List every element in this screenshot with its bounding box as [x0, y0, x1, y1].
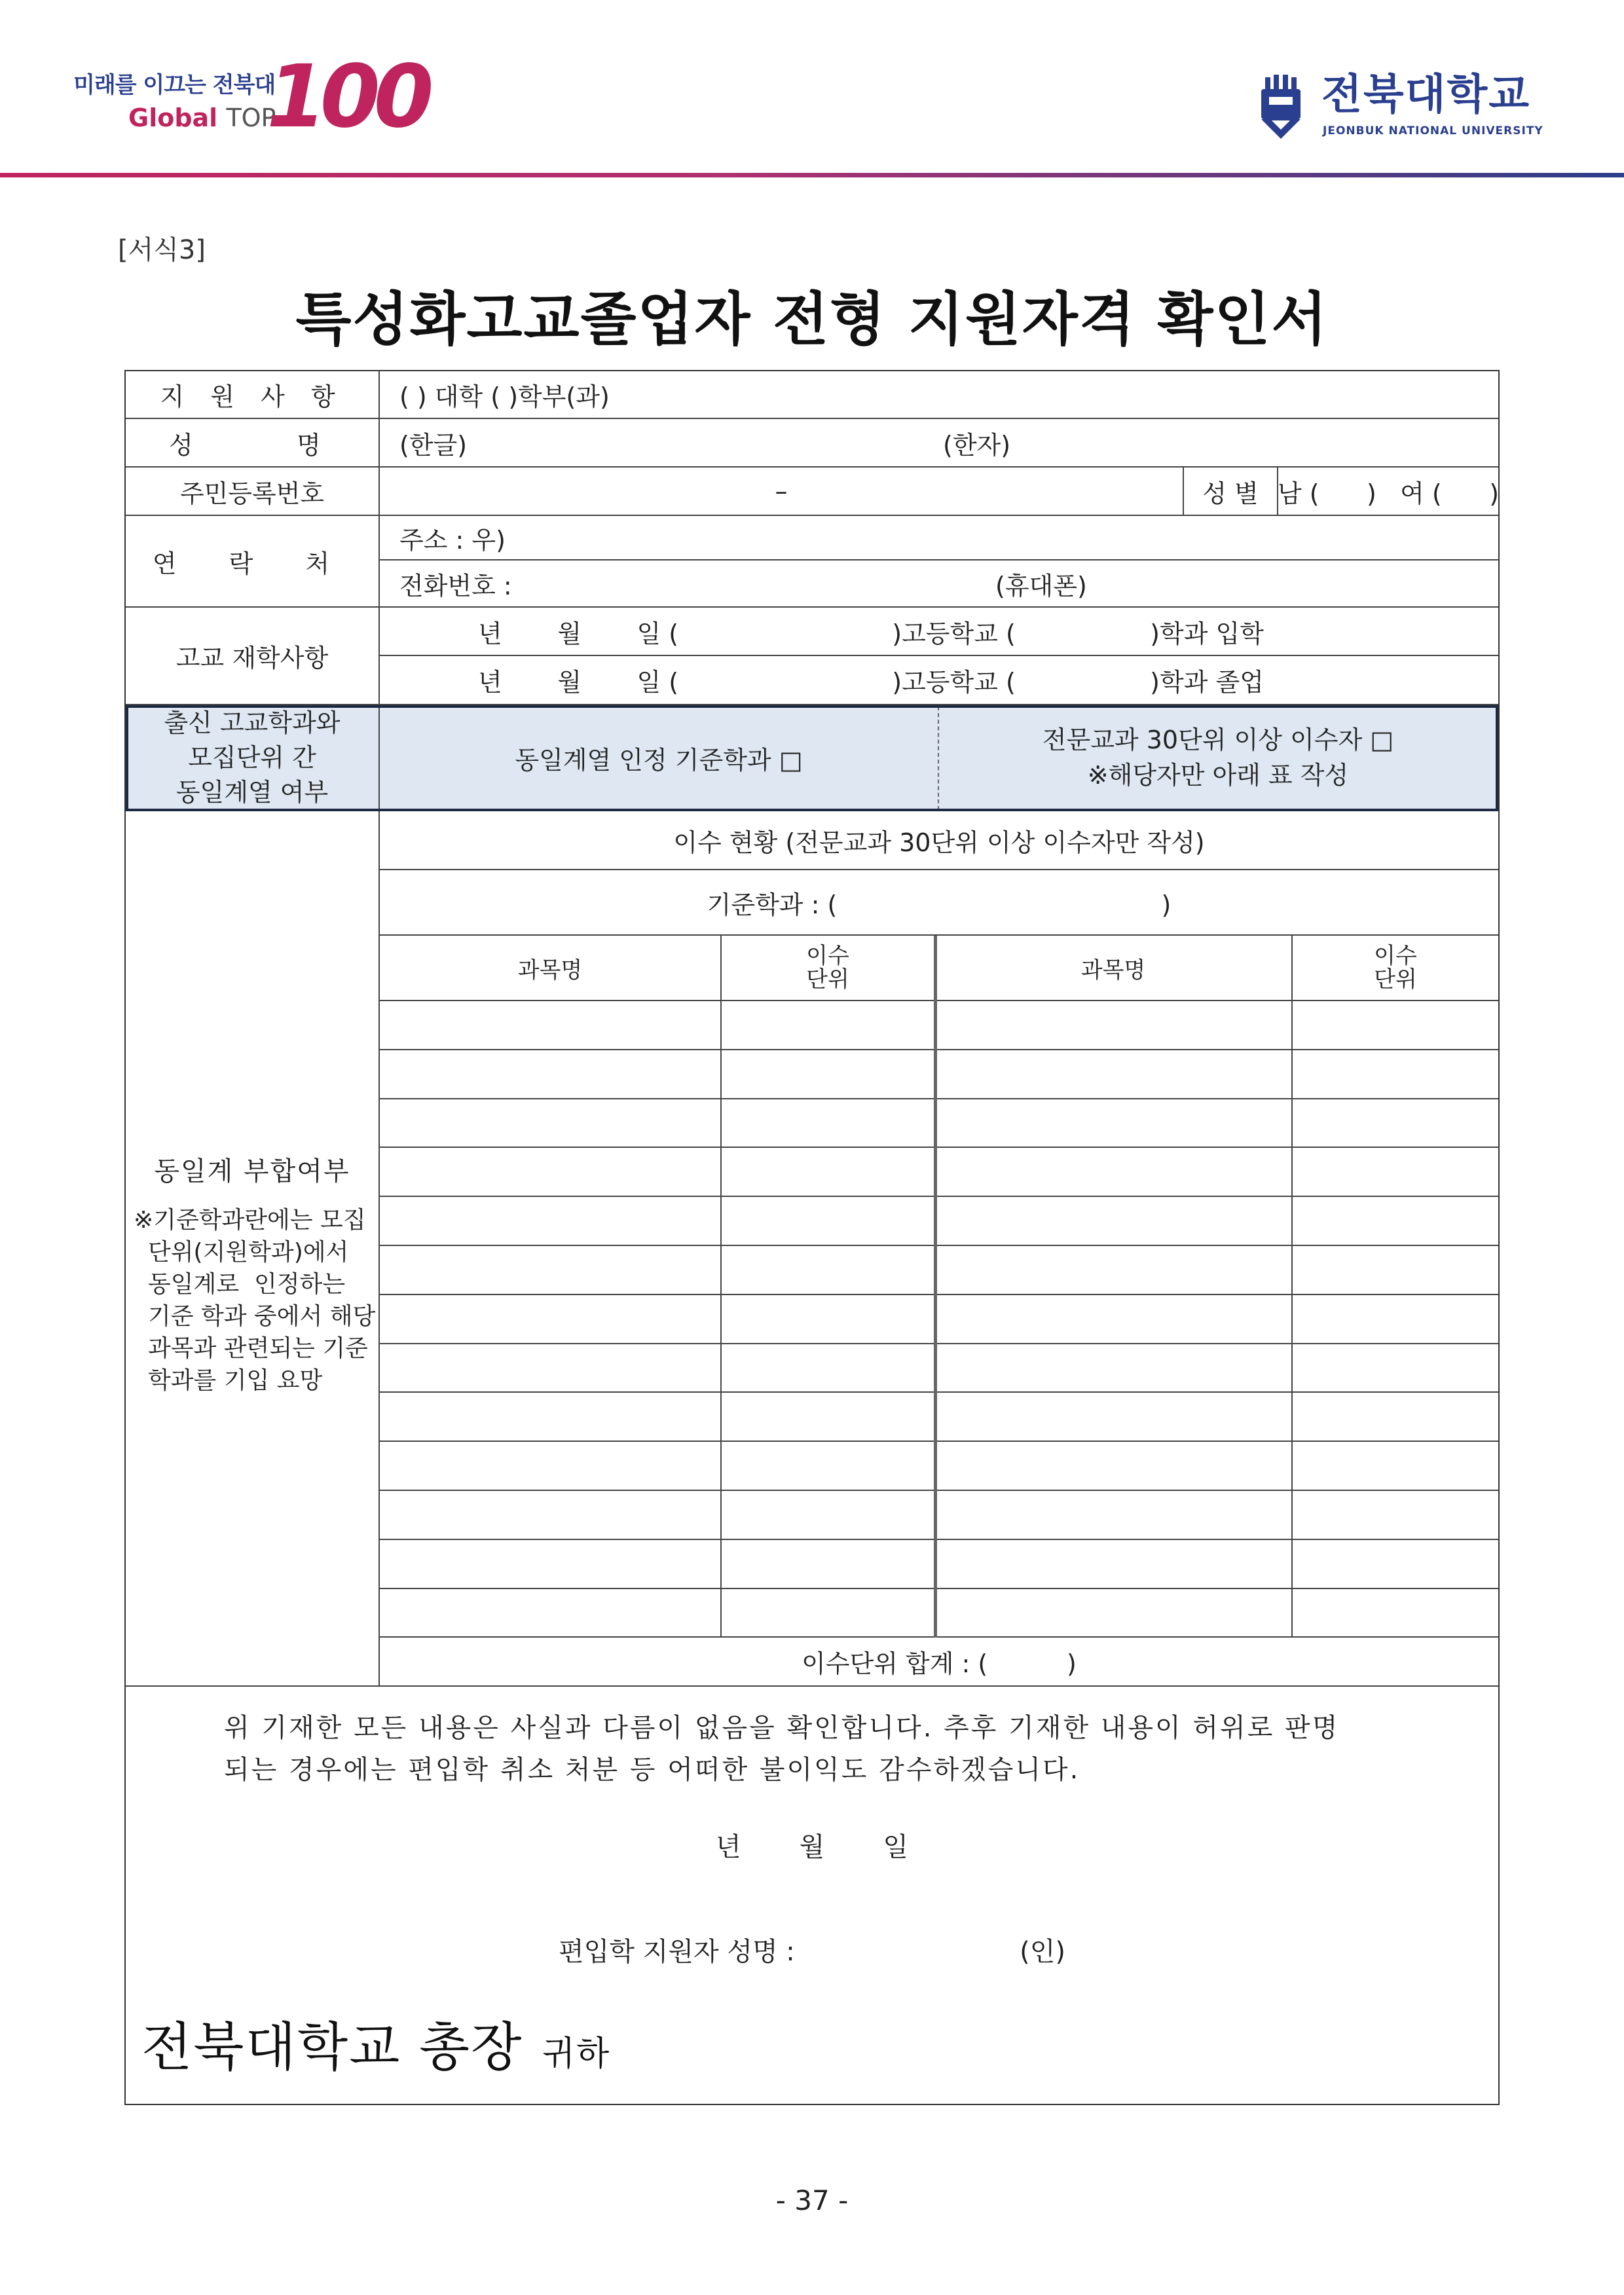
units-cell[interactable] [722, 1393, 935, 1442]
option-divider [938, 707, 939, 810]
slogan-line1: 미래를 이끄는 전북대 [73, 72, 276, 98]
units-cell[interactable] [722, 1540, 935, 1589]
units-header-right [1293, 936, 1498, 1001]
subject-cell[interactable] [380, 1393, 722, 1442]
subject-cell[interactable] [935, 1589, 1293, 1638]
units-cell[interactable] [722, 1197, 935, 1246]
subject-cell[interactable] [380, 1050, 722, 1099]
mobile-field[interactable]: (휴대폰) [799, 560, 1498, 608]
subject-cell[interactable] [380, 1344, 722, 1393]
page-header [0, 0, 1624, 178]
addressee-suffix: 귀하 [542, 2034, 611, 2074]
phone-field[interactable]: 전화번호 : [380, 560, 799, 608]
affinity-label-line2: 모집단위 간 [188, 743, 316, 772]
subject-cell[interactable] [380, 1442, 722, 1491]
units-cell[interactable] [722, 1442, 935, 1491]
subject-cell[interactable] [380, 1099, 722, 1148]
units-cell[interactable] [1293, 1540, 1498, 1589]
subject-cell[interactable] [935, 1001, 1293, 1050]
subject-cell[interactable] [380, 1540, 722, 1589]
subject-cell[interactable] [380, 1491, 722, 1540]
university-logo [1257, 72, 1545, 144]
affinity-label-line1: 출신 고교학과와 [164, 708, 341, 737]
completion-note-line5: 과목과 관련되는 기준 [148, 1335, 368, 1362]
units-cell[interactable] [722, 1148, 935, 1197]
university-name-en: JEONBUK NATIONAL UNIVERSITY [1323, 124, 1543, 138]
credits-option[interactable] [938, 705, 1498, 811]
address-field[interactable]: 주소 : 우) [380, 516, 1498, 560]
school-grad-field[interactable]: 년 월 일 ( )고등학교 ( )학과 졸업 [380, 656, 1498, 705]
units-cell[interactable] [1293, 1393, 1498, 1442]
subject-cell[interactable] [935, 1491, 1293, 1540]
subject-cell[interactable] [380, 1246, 722, 1295]
page-number: - 37 - [775, 2184, 849, 2216]
units-cell[interactable] [1293, 1148, 1498, 1197]
units-cell[interactable] [1293, 1589, 1498, 1638]
same-line-option[interactable]: 동일계열 인정 기준학과 □ [380, 705, 938, 811]
addressee-main: 전북대학교 총장 [141, 2017, 523, 2078]
name-korean-field[interactable]: (한글) [380, 419, 799, 468]
units-cell[interactable] [1293, 1442, 1498, 1491]
credits-option-line1: 전문교과 30단위 이상 이수자 □ [1042, 725, 1394, 754]
units-cell[interactable] [1293, 1001, 1498, 1050]
subject-cell[interactable] [380, 1295, 722, 1344]
subject-cell[interactable] [935, 1344, 1293, 1393]
completion-note-line3: 동일계로 인정하는 [148, 1271, 346, 1298]
contact-label: 연 락 처 [126, 516, 380, 608]
units-cell[interactable] [722, 1344, 935, 1393]
units-cell[interactable] [722, 1491, 935, 1540]
apply-label: 지 원 사 항 [126, 371, 380, 419]
declaration-date[interactable]: 년 월 일 [716, 1832, 908, 1862]
table-center-divider [934, 936, 937, 1638]
subject-cell[interactable] [935, 1295, 1293, 1344]
units-header-left [722, 936, 935, 1001]
form-number: [서식3] [118, 235, 206, 265]
units-cell[interactable] [1293, 1099, 1498, 1148]
completion-label-cell [126, 811, 380, 1687]
university-emblem-icon [1257, 75, 1304, 140]
units-header-right-line2: 단위 [1374, 966, 1417, 993]
completion-heading: 이수 현황 (전문교과 30단위 이상 이수자만 작성) [380, 811, 1498, 870]
units-cell[interactable] [1293, 1491, 1498, 1540]
reference-dept-field[interactable]: 기준학과 : ( ) [380, 870, 1498, 936]
document-title: 특성화고교졸업자 전형 지원자격 확인서 [295, 285, 1329, 353]
slogan-rest: TOP [226, 103, 276, 132]
subject-cell[interactable] [380, 1589, 722, 1638]
subject-header-right: 과목명 [935, 936, 1293, 1001]
subject-cell[interactable] [935, 1540, 1293, 1589]
subject-cell[interactable] [935, 1050, 1293, 1099]
units-header-right-line1: 이수 [1374, 943, 1417, 969]
units-cell[interactable] [722, 1589, 935, 1638]
subject-cell[interactable] [935, 1148, 1293, 1197]
addressee [141, 2005, 610, 2080]
slogan-line2 [128, 103, 276, 132]
applicant-signature[interactable]: 편입학 지원자 성명 : (인) [559, 1937, 1065, 1967]
school-entry-field[interactable]: 년 월 일 ( )고등학교 ( )학과 입학 [380, 608, 1498, 656]
school-label: 고교 재학사항 [126, 608, 380, 705]
application-form [124, 370, 1500, 2105]
units-header-left-line2: 단위 [806, 966, 849, 993]
units-cell[interactable] [722, 1001, 935, 1050]
subject-cell[interactable] [935, 1099, 1293, 1148]
completion-label: 동일계 부합여부 [154, 1156, 350, 1186]
subject-header-left: 과목명 [380, 936, 722, 1001]
gender-label: 성 별 [1184, 468, 1278, 516]
subject-cell[interactable] [380, 1148, 722, 1197]
subject-cell[interactable] [380, 1197, 722, 1246]
declaration-line2: 되는 경우에는 편입학 취소 처분 등 어떠한 불이익도 감수하겠습니다. [224, 1755, 1080, 1785]
units-cell[interactable] [1293, 1246, 1498, 1295]
units-header-left-line1: 이수 [806, 943, 849, 969]
resident-number-label: 주민등록번호 [126, 468, 380, 516]
units-cell[interactable] [1293, 1197, 1498, 1246]
completion-note-line2: 단위(지원학과)에서 [148, 1239, 349, 1266]
subject-cell[interactable] [935, 1442, 1293, 1491]
apply-field[interactable]: ( ) 대학 ( )학부(과) [380, 371, 1498, 419]
total-units-field[interactable]: 이수단위 합계 : ( ) [380, 1638, 1498, 1687]
slogan-brand: Global [128, 103, 218, 132]
name-label: 성 명 [126, 419, 380, 468]
units-cell[interactable] [722, 1246, 935, 1295]
subject-cell[interactable] [380, 1001, 722, 1050]
units-cell[interactable] [722, 1295, 935, 1344]
slogan-number: 100 [267, 46, 428, 147]
affinity-label [126, 705, 380, 811]
completion-note-line6: 학과를 기입 요망 [148, 1367, 323, 1394]
units-cell[interactable] [722, 1099, 935, 1148]
affinity-label-line3: 동일계열 여부 [175, 777, 329, 807]
units-cell[interactable] [722, 1050, 935, 1099]
university-name: 전북대학교 [1321, 71, 1531, 119]
gender-field[interactable]: 남 ( ) 여 ( ) [1278, 468, 1498, 516]
subject-cell[interactable] [935, 1246, 1293, 1295]
subject-cell[interactable] [935, 1197, 1293, 1246]
resident-number-dash: – [775, 477, 788, 505]
units-cell[interactable] [1293, 1344, 1498, 1393]
units-cell[interactable] [1293, 1295, 1498, 1344]
name-hanja-field[interactable]: (한자) [799, 419, 1498, 468]
subject-cell[interactable] [935, 1393, 1293, 1442]
header-rule [0, 173, 1624, 177]
completion-note-line1: ※기준학과란에는 모집 [134, 1207, 366, 1234]
units-cell[interactable] [1293, 1050, 1498, 1099]
resident-number-field[interactable] [380, 468, 1184, 516]
slogan-logo [73, 46, 428, 147]
credits-option-line2: ※해당자만 아래 표 작성 [1087, 761, 1349, 790]
declaration-line1: 위 기재한 모든 내용은 사실과 다름이 없음을 확인합니다. 추후 기재한 내용이 허위로 판명 [224, 1713, 1340, 1743]
completion-note-line4: 기준 학과 중에서 해당 [148, 1303, 376, 1330]
